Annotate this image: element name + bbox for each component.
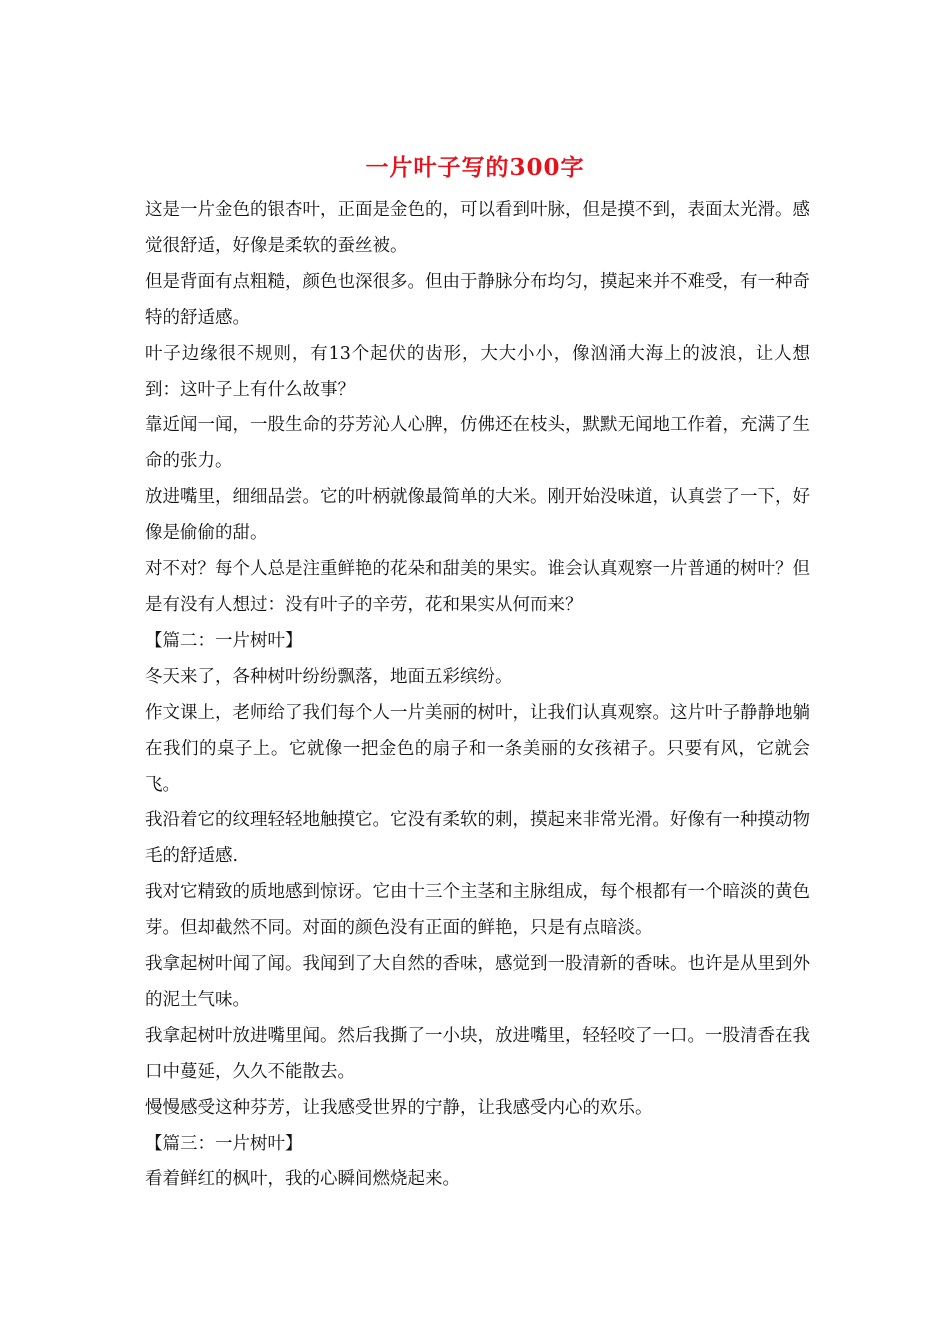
paragraph: 这是一片金色的银杏叶，正面是金色的，可以看到叶脉，但是摸不到，表面太光滑。感觉很舒适，好像是柔软的蚕丝被。: [145, 200, 810, 256]
paragraph: 作文课上，老师给了我们每个人一片美丽的树叶，让我们认真观察。这片叶子静静地躺在我们的桌子上。它就像一把金色的扇子和一条美丽的女孩裙子。只要有风，它就会飞。: [145, 702, 810, 795]
paragraph: 叶子边缘很不规则，有13个起伏的齿形，大大小小，像汹涌大海上的波浪，让人想到：这叶子上有什么故事？: [145, 343, 810, 400]
paragraph: 慢慢感受这种芬芳，让我感受世界的宁静，让我感受内心的欢乐。: [145, 1097, 653, 1118]
paragraph: 我拿起树叶闻了闻。我闻到了大自然的香味，感觉到一股清新的香味。也许是从里到外的泥土气味。: [145, 954, 810, 1010]
section-heading: 【篇二：一片树叶】: [145, 630, 303, 651]
document-body: [145, 193, 810, 1198]
paragraph: 看着鲜红的枫叶，我的心瞬间燃烧起来。: [145, 1169, 460, 1190]
paragraph: 冬天来了，各种树叶纷纷飘落，地面五彩缤纷。: [145, 666, 513, 687]
section-heading: 【篇三：一片树叶】: [145, 1133, 303, 1154]
paragraph: 对不对？每个人总是注重鲜艳的花朵和甜美的果实。谁会认真观察一片普通的树叶？但是有没有人想过：没有叶子的辛劳，花和果实从何而来？: [145, 559, 810, 615]
paragraph: 但是背面有点粗糙，颜色也深很多。但由于静脉分布均匀，摸起来并不难受，有一种奇特的舒适感。: [145, 271, 810, 328]
paragraph: 我对它精致的质地感到惊讶。它由十三个主茎和主脉组成，每个根都有一个暗淡的黄色芽。但却截然不同。对面的颜色没有正面的鲜艳，只是有点暗淡。: [145, 882, 810, 939]
paragraph: 放进嘴里，细细品尝。它的叶柄就像最简单的大米。刚开始没味道，认真尝了一下，好像是偷偷的甜。: [145, 487, 810, 544]
paragraph: 我沿着它的纹理轻轻地触摸它。它没有柔软的刺，摸起来非常光滑。好像有一种摸动物毛的舒适感.: [145, 810, 810, 867]
paragraph: 我拿起树叶放进嘴里闻。然后我撕了一小块，放进嘴里，轻轻咬了一口。一股清香在我口中蔓延，久久不能散去。: [145, 1025, 810, 1082]
paragraph: 靠近闻一闻，一股生命的芬芳沁人心脾，仿佛还在枝头，默默无闻地工作着，充满了生命的张力。: [145, 415, 810, 472]
document-title: 一片叶子写的300字: [365, 154, 585, 181]
